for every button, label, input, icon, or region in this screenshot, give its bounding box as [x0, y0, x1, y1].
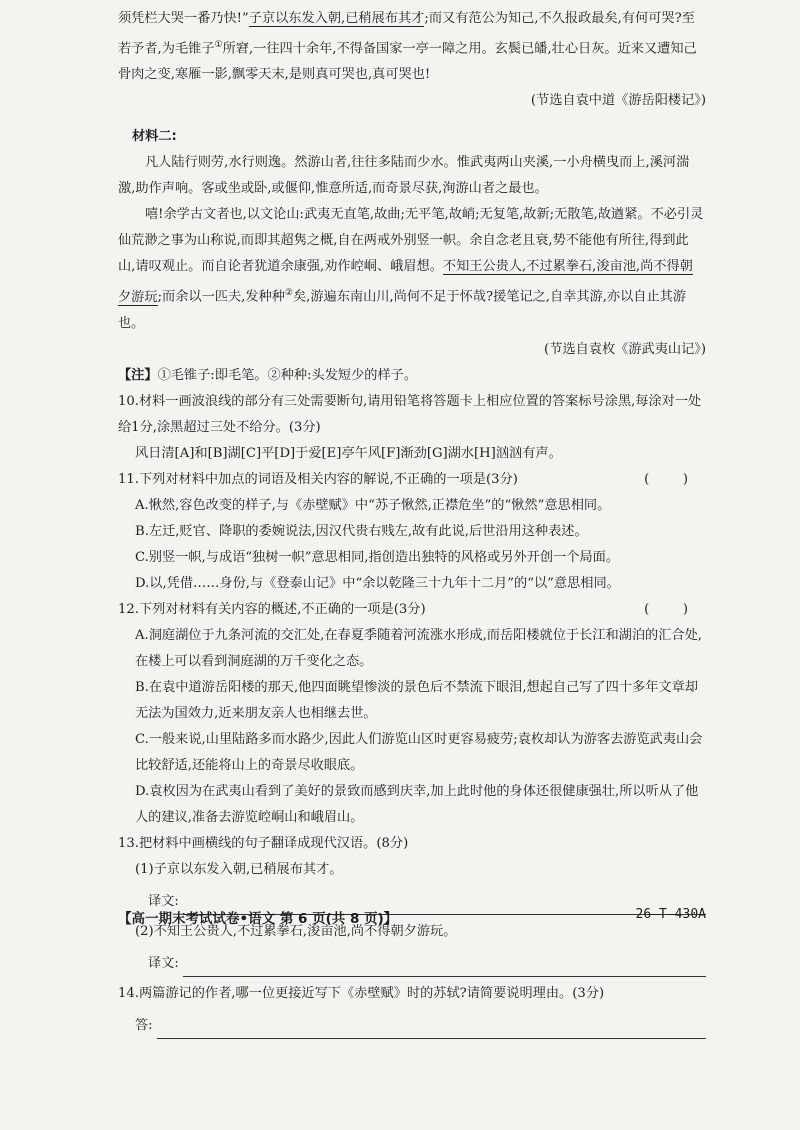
question-12-option-d: D.袁枚因为在武夷山看到了美好的景致而感到庆幸,加上此时他的身体还很健康强壮,所以听从了他人的建议,准备去游览崆峒山和峨眉山。	[135, 783, 699, 825]
question-12-option-b: B.在袁中道游岳阳楼的那天,他四面眺望惨淡的景色后不禁流下眼泪,想起自己写了四十多年文章却无法为国效力,近来朋友亲人也相继去世。	[135, 679, 698, 721]
question-11-stem: 11.下列对材料中加点的词语及相关内容的解说,不正确的一项是(3分) ( )	[118, 467, 706, 493]
question-13-stem: 13.把材料中画横线的句子翻译成现代汉语。(8分)	[118, 835, 409, 851]
translation-answer-2	[118, 951, 706, 977]
question-10-stem: 10.材料一画波浪线的部分有三处需要断句,请用铅笔将答题卡上相应位置的答案标号涂黑,每涂对一处给1分,涂黑超过三处不给分。(3分)	[118, 393, 702, 435]
answer-label: 译文:	[148, 893, 179, 909]
answer-paren[interactable]: ( )	[644, 601, 688, 617]
question-12-option-c: C.一般来说,山里陆路多而水路少,因此人们游览山区时更容易疲劳;袁枚却认为游客去游览武夷山会比较舒适,还能将山上的奇景尽收眼底。	[135, 731, 703, 773]
answer-label: 答:	[135, 1017, 153, 1033]
material1-source: (节选自袁中道《游岳阳楼记》)	[530, 93, 706, 109]
annotation-notes: 【注】①毛锥子:即毛笔。②种种:头发短少的样子。	[118, 367, 418, 383]
material2-paragraph-2: 嘻!余学古文者也,以文论山:武夷无直笔,故曲;无平笔,故峭;无复笔,故新;无散笔,故遒紧。不必引灵仙荒渺之事为山称说,而即其超隽之概,自在两戒外别竖一帜。余自念老且衰,势不能他有所往,得到此山,请叹观止。而自论者犹道余康强,劝作崆峒、峨眉想。不知王公贵人,不过累拳石,浚亩池,尚不得朝夕游玩;而余以一匹夫,发种种②矣,游遍东南山川,尚何不足于怀哉?援笔记之,自幸其游,亦以自止其游也。	[118, 207, 704, 331]
material2-source: (节选自袁枚《游武夷山记》)	[544, 341, 706, 357]
question-11-option-d: D.以,凭借……身份,与《登泰山记》中“余以乾隆三十九年十二月”的“以”意思相同。	[135, 575, 620, 591]
material1-paragraph: 须凭栏大哭一番乃快!”子京以东发入朝,已稍展布其才;而又有范公为知己,不久报政最矣,有何可哭?至若予者,为毛锥子①所窘,一往四十余年,不得备国家一亭一障之用。玄鬓已皤,壮心日灰。近来又遭知己骨肉之变,寒雁一影,飘零天末,是则真可哭也,真可哭也!	[118, 11, 697, 83]
question-13-sub-1: (1)子京以东发入朝,已稍展布其才。	[135, 861, 343, 877]
question-10-sentence: 风日清[A]和[B]湖[C]平[D]于爱[E]亭午风[F]渐劲[G]湖水[H]汹汹有声。	[135, 445, 562, 461]
question-14-answer	[118, 1013, 706, 1039]
question-13-sub-2: (2)不知王公贵人,不过累拳石,浚亩池,尚不得朝夕游玩。	[135, 923, 457, 939]
question-11-option-c: C.别竖一帜,与成语“独树一帜”意思相同,指创造出独特的风格或另外开创一个局面。	[135, 549, 620, 565]
answer-line[interactable]	[183, 958, 706, 977]
question-11-option-b: B.左迁,贬官、降职的委婉说法,因汉代贵右贱左,故有此说,后世沿用这种表述。	[135, 523, 588, 539]
note-mark-2: ②	[284, 288, 293, 299]
underlined-sentence-2: 不知王公贵人,不过累拳石,浚亩池,尚不得朝夕游玩	[118, 259, 693, 305]
material2-heading: 材料二:	[132, 129, 177, 145]
note-mark-1: ①	[214, 40, 223, 50]
exam-code: 26—T—430A	[635, 907, 706, 922]
question-12-stem: 12.下列对材料有关内容的概述,不正确的一项是(3分) ( )	[118, 597, 706, 623]
question-14-stem: 14.两篇游记的作者,哪一位更接近写下《赤壁赋》时的苏轼?请简要说明理由。(3分)	[118, 985, 605, 1001]
answer-paren[interactable]: ( )	[644, 471, 688, 487]
answer-label: 译文:	[148, 955, 179, 971]
page-footer	[118, 907, 706, 927]
underlined-sentence-1: 子京以东发入朝,已稍展布其才	[248, 11, 425, 26]
question-11-option-a: A.愀然,容色改变的样子,与《赤壁赋》中“苏子愀然,正襟危坐”的“愀然”意思相同。	[135, 497, 611, 513]
material2-paragraph-1: 凡人陆行则劳,水行则逸。然游山者,往往多陆而少水。惟武夷两山夹溪,一小舟横曳而上,溪河湍激,助作声响。客或坐或卧,或偃仰,惟意所适,而奇景尽获,洵游山者之最也。	[118, 155, 690, 197]
footer-title: 【高一期末考试试卷•语文 第 6 页(共 8 页)】	[118, 911, 398, 927]
question-12-option-a: A.洞庭湖位于九条河流的交汇处,在春夏季随着河流涨水形成,而岳阳楼就位于长江和湖泊的汇合处,在楼上可以看到洞庭湖的万千变化之态。	[135, 627, 702, 669]
answer-line[interactable]	[157, 1020, 706, 1039]
